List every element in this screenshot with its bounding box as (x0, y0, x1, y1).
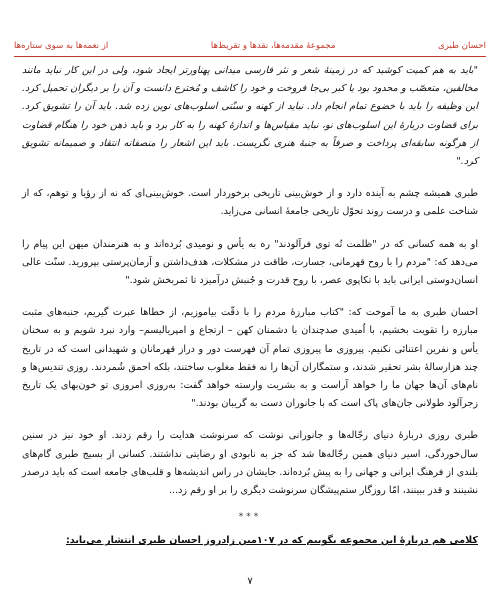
paragraph-message: او به همه کسانی که در "ظلمت تُه توی فرآلودند" ره به یأس و نومیدی بُرده‌اند و به هنرمندان میهن این پیام را می‌دهد که: "مردم را با روح قهرمانی، جسارت، طاقت در مشکلات، هدف‌داشتن و آرمان‌پرستی بپرورید. سنّت عالی انسان‌دوستی ایرانی باید با تکاپوی عصر، با روح قدرت و جُنبش درآمیزد تا ثمربخش شود." (22, 238, 478, 287)
body-text (22, 62, 478, 551)
paragraph-lesson: احسان طبری به ما آموخت که: "کتاب مبارزهٔ مردم را با دقّت بیاموزیم، از خطاها عبرت گیریم، جنبه‌های مثبت مبارزه را تقویت بخشیم، با اُمیدی صدچندان با دشمنان کهن – ارتجاع و امپریالیسم– وارد نبرد شویم و به سخنان یأس و نفرین اعتنائی نکنیم. پیروزی ما پیروزی تمام آن فهرست دور و دراز قهرمانان و شهیدانی است که در تاریخ چند هزارسالهٔ بشر تحقیر شدند، و ستمگاران آن‌ها را نه فقط مغلوب ساختند، بلکه احمق شُمردند. روزی تندیس‌ها و نام‌های آن‌ها جهان ما را خواهد آراست و به بشریت وارسته خواهد گفت: به‌روزی امروزی تو خون‌بهای یک تاریخ زجرآلود طولانی جان‌های پاک است که با جانوران دست به گریبان بودند." (22, 307, 478, 410)
header-author: احسان طبری (438, 41, 486, 51)
header-collection-title: مجموعهٔ مقدمه‌ها، نقدها و تقریظ‌ها (210, 41, 336, 51)
quote-paragraph-1: "باید به هم کمیت کوشید که در زمینهٔ شعر و نثر فارسی میدانی پهناورتر ایجاد شود، ولی در این کار نباید مانند مخالفین، متعصّب و محدود بود یا کبر بی‌جا فروخت و خود را کاشف و مُخترع دانست و آن را بر دیگران تحمیل کرد. این وظیفه را باید با خضوع تمام انجام داد. نباید از کهنه و سنّتی اسلوب‌های نوین زده شد. باید آن را تشویق کرد. برای قضاوت دربارهٔ این اسلوب‌های نو، نباید مقیاس‌ها و اندازهٔ کهنه را به کار برد و باید ذهن خود را هنگام قضاوت از هرگونه سابقه‌ای پرداخت و صرفاً به جنبهٔ هنری نگریست. باید این اشعار را منصفانه انتقاد و صمیمانه تشویق کرد." (22, 65, 478, 168)
paragraph-optimism: طبری همیشه چشم به آینده دارد و از خوش‌بینی تاریخی برخوردار است. خوش‌بینی‌ای که نه از رؤیا و توهم، که از شناخت علمی و درست روند تحوّل تاریخی جامعهٔ انسانی می‌زاید. (22, 188, 478, 218)
running-header (14, 38, 486, 54)
header-divider (14, 56, 486, 57)
closing-heading: کلامی هم دربارهٔ این مجموعه بگوییم که در ۱۰۷مین زادروز احسان طبری انتشار می‌یابد: (65, 535, 478, 547)
paragraph-fate: طبری روزی دربارهٔ دنیای رجّاله‌ها و جانورانی نوشت که سرنوشت هدایت را رقم زدند. او خود نیز در سنین سال‌خوردگی، اسیر دنیای همین رجّاله‌ها شد که جز به نابودی او رضایتی نداشتند. کسانی از بسیج طبری گام‌های بلندی از فرهنگ ایرانی و جهانی را به پیش بُرده‌اند. جایشان در راس اندیشه‌ها و قلب‌های جامعه است که باید درصدر نشینند و قدر ببینند، امّا روزگار ستم‌پیشگان سرنوشت دیگری را بر او رقم زد... (22, 430, 478, 497)
header-book-title: از نغمه‌ها به سوی ستاره‌ها (14, 41, 109, 51)
page-number: ۷ (247, 576, 253, 587)
section-separator: *** (238, 512, 262, 523)
